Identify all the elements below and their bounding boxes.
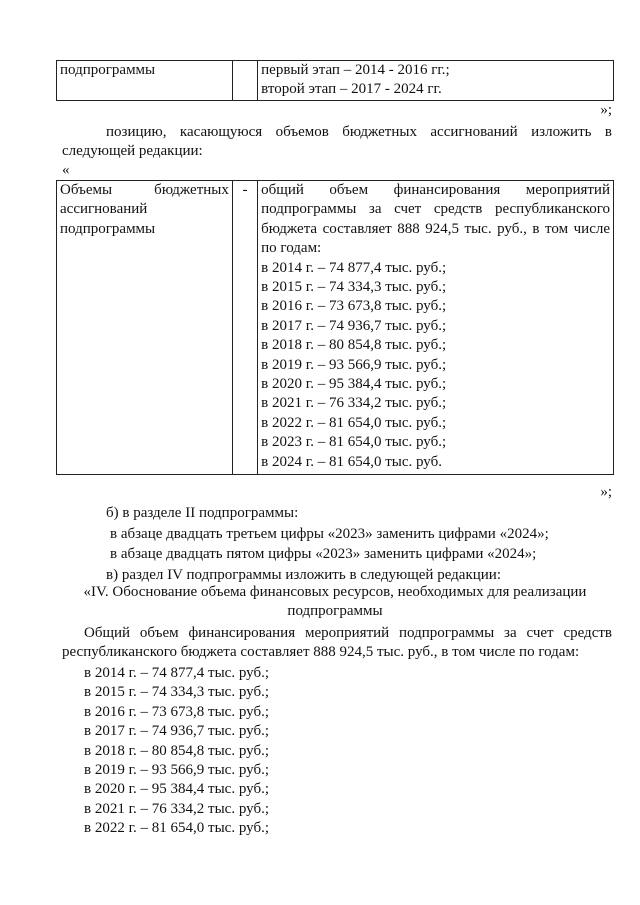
value-line: по годам: bbox=[261, 240, 322, 257]
opening-quote: « bbox=[62, 162, 70, 178]
table-cell-label bbox=[57, 181, 233, 475]
table-cell-separator bbox=[232, 61, 257, 101]
list-item: в 2015 г. – 74 334,3 тыс. руб.; bbox=[261, 279, 447, 296]
list-item: в 2021 г. – 76 334,2 тыс. руб.; bbox=[261, 395, 447, 412]
label-line: ассигнований bbox=[60, 201, 148, 218]
label-line: подпрограммы bbox=[60, 220, 156, 237]
value-line: общий объем финансирования мероприятий bbox=[261, 182, 610, 198]
table-cell-value bbox=[258, 61, 614, 101]
stages-table bbox=[56, 60, 614, 101]
table-cell-dash: - bbox=[232, 181, 257, 475]
table-cell-label: подпрограммы bbox=[57, 61, 233, 101]
intro-paragraph-line: позицию, касающуюся объемов бюджетных ассигнований изложить в bbox=[106, 124, 612, 140]
list-item: в 2015 г. – 74 334,3 тыс. руб.; bbox=[84, 684, 269, 701]
list-item: в 2020 г. – 95 384,4 тыс. руб.; bbox=[261, 375, 447, 392]
stage-line: второй этап – 2017 - 2024 гг. bbox=[261, 81, 442, 98]
list-item: в 2019 г. – 93 566,9 тыс. руб.; bbox=[84, 761, 269, 778]
body-paragraph-line: республиканского бюджета составляет 888 924,5 тыс. руб., в том числе по годам: bbox=[62, 644, 580, 660]
item-b-sub: в абзаце двадцать третьем цифры «2023» заменить цифрами «2024»; bbox=[110, 526, 549, 542]
list-item: в 2017 г. – 74 936,7 тыс. руб.; bbox=[261, 317, 447, 334]
list-item: в 2023 г. – 81 654,0 тыс. руб.; bbox=[261, 434, 447, 451]
list-item: в 2014 г. – 74 877,4 тыс. руб.; bbox=[261, 259, 447, 276]
list-item: в 2018 г. – 80 854,8 тыс. руб.; bbox=[84, 742, 269, 759]
section-title: «IV. Обоснование объема финансовых ресурсов, необходимых для реализации bbox=[83, 584, 587, 600]
list-item: в 2014 г. – 74 877,4 тыс. руб.; bbox=[84, 665, 269, 681]
stage-line: первый этап – 2014 - 2016 гг.; bbox=[261, 62, 450, 78]
intro-paragraph-line: следующей редакции: bbox=[62, 143, 203, 159]
list-item: в 2018 г. – 80 854,8 тыс. руб.; bbox=[261, 337, 447, 354]
item-b: б) в разделе II подпрограммы: bbox=[106, 505, 299, 521]
list-item: в 2024 г. – 81 654,0 тыс. руб. bbox=[261, 453, 442, 470]
list-item: в 2020 г. – 95 384,4 тыс. руб.; bbox=[84, 781, 269, 798]
label-line: Объемы бюджетных bbox=[60, 182, 229, 198]
budget-table bbox=[56, 180, 614, 475]
list-item: в 2016 г. – 73 673,8 тыс. руб.; bbox=[261, 298, 447, 315]
list-item: в 2016 г. – 73 673,8 тыс. руб.; bbox=[84, 703, 269, 720]
section-title: подпрограммы bbox=[287, 603, 383, 619]
table-row bbox=[57, 181, 614, 475]
table-cell-value bbox=[258, 181, 614, 475]
item-b-sub: в абзаце двадцать пятом цифры «2023» заменить цифрами «2024»; bbox=[110, 546, 537, 562]
closing-quote: »; bbox=[600, 484, 612, 500]
list-item: в 2019 г. – 93 566,9 тыс. руб.; bbox=[261, 356, 447, 373]
body-paragraph-line: Общий объем финансирования мероприятий подпрограммы за счет средств bbox=[84, 625, 612, 641]
list-item: в 2021 г. – 76 334,2 тыс. руб.; bbox=[84, 800, 269, 817]
body-year-list bbox=[84, 664, 269, 839]
list-item: в 2022 г. – 81 654,0 тыс. руб.; bbox=[84, 820, 269, 837]
closing-quote: »; bbox=[600, 102, 612, 118]
year-list bbox=[261, 259, 610, 472]
list-item: в 2017 г. – 74 936,7 тыс. руб.; bbox=[84, 723, 269, 740]
list-item: в 2022 г. – 81 654,0 тыс. руб.; bbox=[261, 414, 447, 431]
table-row bbox=[57, 61, 614, 101]
value-line: подпрограммы за счет средств республиканского bbox=[261, 201, 610, 218]
item-v: в) раздел IV подпрограммы изложить в следующей редакции: bbox=[106, 567, 501, 583]
value-line: бюджета составляет 888 924,5 тыс. руб., в том числе bbox=[261, 220, 610, 237]
